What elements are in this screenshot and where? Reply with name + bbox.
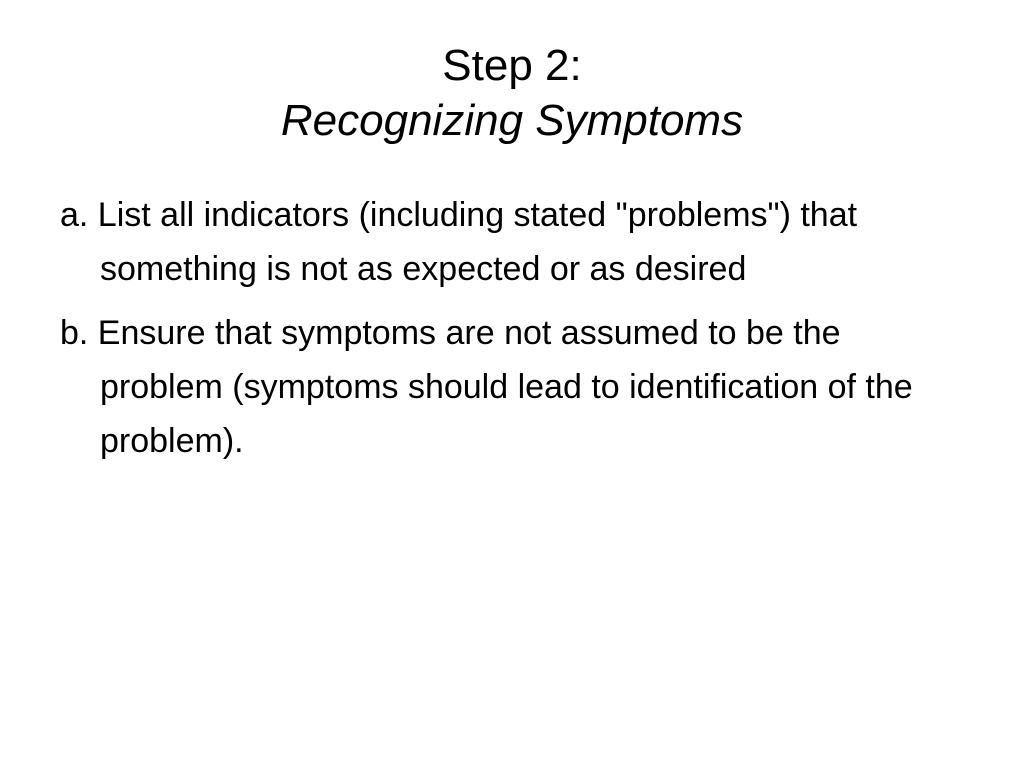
title-step: Step 2: xyxy=(442,41,582,90)
title-subtitle: Recognizing Symptoms xyxy=(280,96,744,145)
slide-title xyxy=(0,38,1024,148)
list-item-a: a. List all indicators (including stated "problems") that something is not as expected or as desired xyxy=(60,196,858,288)
slide-body xyxy=(60,188,960,478)
list-item-b: b. Ensure that symptoms are not assumed to be the problem (symptoms should lead to identification of the problem). xyxy=(60,314,913,460)
